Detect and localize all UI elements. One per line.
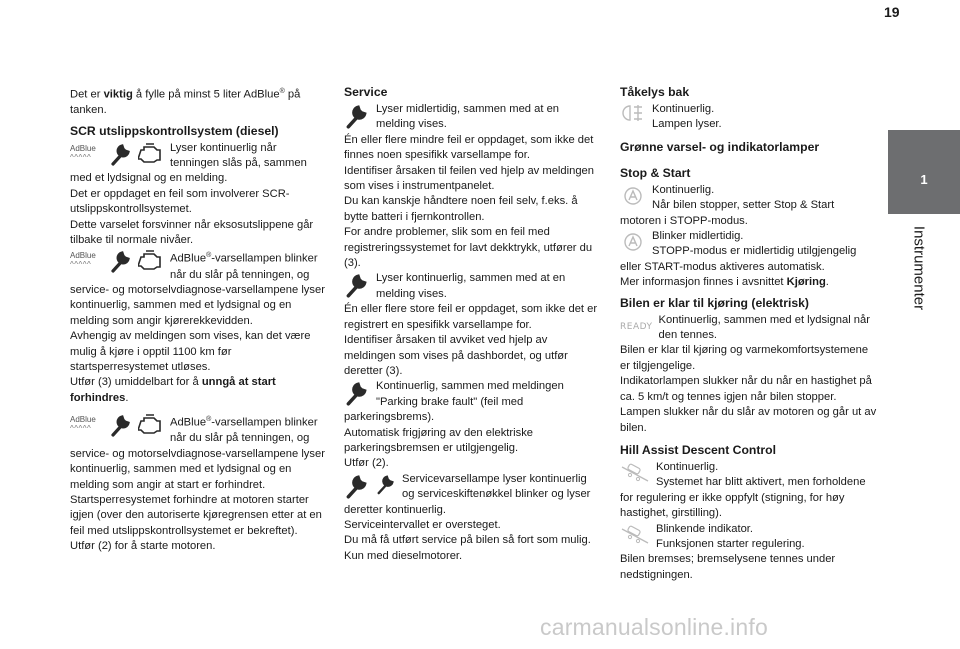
- service-heading: Service: [344, 85, 388, 99]
- hill-descent-icons-2: [620, 523, 650, 551]
- sup: ®: [206, 252, 212, 260]
- ready-text: Kontinuerlig, sammen med et lydsignal når den tennes. Bilen er klar til kjøring og varmekomfortsystemene er tilgjengelige. Indikatorlampen slukker når du når en hastighet på ca. 5 km/t og tennes igjen når bilen stopper. Lampen slukker når du slår av motoren og går ut av bilen.: [620, 313, 877, 434]
- hill-descent-icon: [620, 523, 650, 545]
- service-indicator-1: [344, 102, 600, 271]
- stop-start-text-2: [620, 229, 878, 291]
- chapter-number: 1: [920, 172, 928, 187]
- wrench-icon: [344, 473, 370, 499]
- stop-start-icons-2: [620, 230, 646, 258]
- scr-indicator-3: [70, 412, 328, 554]
- rear-fog-indicator: [620, 102, 878, 133]
- hill-descent-text-2: Blinkende indikator. Funksjonen starter regulering. Bilen bremses; bremselysene tennes under nedstigningen.: [620, 522, 836, 581]
- wrench-icon: [110, 413, 132, 437]
- stop-start-icon: [620, 184, 646, 208]
- service-icons-2: [344, 272, 370, 300]
- hill-descent-text-1: Kontinuerlig. Systemet har blitt aktivert, men forholdene for regulering er ikke oppfylt (stigning, for høy hastighet, girstilling).: [620, 460, 866, 520]
- wrench-icon: [110, 249, 132, 273]
- service-text-4: Servicevarsellampe lyser kontinuerlig og serviceskiftenøkkel blinker og lyser deretter kontinuerlig. Serviceintervallet er oversteget. Du må få utført service på bilen så fort som mulig. Kun med dieselmotorer.: [344, 472, 591, 562]
- text-part: AdBlue: [170, 253, 207, 266]
- intro-sup: ®: [279, 88, 285, 95]
- text-end: .: [125, 391, 129, 404]
- intro-text-3: på tanken.: [70, 88, 301, 117]
- ready-icons: [620, 314, 653, 342]
- chapter-title-text: Instrumenter: [910, 225, 928, 311]
- wrench-icon: [110, 142, 132, 166]
- scr-indicator-2: [70, 248, 328, 406]
- column-1: [70, 84, 328, 555]
- rear-fog-icons: [620, 103, 646, 131]
- sup: ®: [206, 416, 212, 424]
- hill-descent-indicator-1: [620, 460, 878, 522]
- service-indicator-4: [344, 472, 600, 564]
- wrench-icon: [344, 103, 370, 129]
- service-text-1: Lyser midlertidig, sammen med at en melding vises. Én eller flere mindre feil er oppdaget, som ikke det finnes noen spesifikk varsellampe for. Identifiser årsaken til feilen ved hjelp av meldingen som vises i instrumentpanelet. Du kan kanskje håndtere noen feil selv, f.eks. å bytte batteri i fjernkontrollen. For andre problemer, slik som en feil med registreringssystemet for lavt dekktrykk, utfører du (3).: [344, 103, 594, 270]
- scr-icons-2: [70, 249, 164, 277]
- column-2: [344, 84, 600, 564]
- stop-start-icon: [620, 230, 646, 254]
- engine-icon: [138, 142, 164, 164]
- stop-start-icons-1: [620, 184, 646, 212]
- service-indicator-2: [344, 271, 600, 379]
- ready-indicator: [620, 313, 878, 436]
- page-number: 19: [884, 4, 900, 20]
- scr-indicator-1: [70, 141, 328, 249]
- adblue-label: AdBlue: [70, 143, 96, 153]
- hill-descent-icon: [620, 461, 650, 483]
- green-lamps-heading: Grønne varsel- og indikatorlamper: [620, 139, 820, 154]
- adblue-icon: AdBlue ^^^^^: [70, 143, 96, 162]
- adblue-label: AdBlue: [70, 251, 96, 261]
- adblue-icon: AdBlue ^^^^^: [70, 251, 96, 270]
- intro-bold: viktig: [103, 88, 133, 101]
- stop-start-indicator-2: [620, 229, 878, 291]
- intro-text-2: å fylle på minst 5 liter AdBlue: [132, 88, 280, 101]
- engine-icon: [138, 413, 164, 435]
- watermark: carmanualsonline.info: [540, 614, 768, 640]
- column-3: [620, 84, 878, 583]
- stop-start-indicator-1: [620, 183, 878, 229]
- hill-descent-heading: Hill Assist Descent Control: [620, 442, 776, 457]
- wrench-icon: [344, 380, 370, 406]
- scr-heading: SCR utslippskontrollsystem (diesel): [70, 123, 279, 138]
- adblue-label: AdBlue: [70, 415, 96, 425]
- service-icons-3: [344, 380, 370, 408]
- hill-descent-indicator-2: [620, 522, 878, 584]
- rear-fog-heading: Tåkelys bak: [620, 85, 690, 99]
- service-icons-1: [344, 103, 370, 131]
- bold-text: unngå at start forhindres: [70, 376, 276, 404]
- engine-icon: [138, 249, 164, 271]
- hill-descent-icons-1: [620, 461, 650, 489]
- wrench-icon: [344, 272, 370, 298]
- intro-text-1: Det er: [70, 88, 104, 101]
- ready-heading: Bilen er klar til kjøring (elektrisk): [620, 295, 809, 310]
- ready-icon: READY: [620, 321, 653, 332]
- service-text-3: Kontinuerlig, sammen med meldingen "Parking brake fault" (feil med parkeringsbrems). Automatisk frigjøring av den elektriske parkeringsbremsen er utilgjengelig. Utfør (2).: [344, 380, 564, 470]
- text-part: -varsellampen blinker når du slår på tenningen, og service- og motorselvdiagnose-varsellampene lyser kontinuerlig, sammen med et lydsignal og en melding som angir at start er forhindret. Startsperresystemet forhindre at motoren starter igjen (over den autoriserte kjøregrensen etter at en feil med utslippskontrollsystemet er bekreftet). Utfør (2) for å starte motoren.: [70, 416, 325, 553]
- text-end: .: [825, 276, 829, 289]
- rear-fog-text: Kontinuerlig. Lampen lyser.: [652, 103, 722, 131]
- chapter-tab[interactable]: [888, 130, 960, 214]
- stop-start-heading: Stop & Start: [620, 165, 691, 180]
- service-indicator-3: [344, 379, 600, 471]
- text-part: AdBlue: [170, 416, 207, 429]
- scr-icons-1: [70, 142, 164, 170]
- adblue-icon: AdBlue ^^^^^: [70, 415, 96, 434]
- stop-start-text-1: Kontinuerlig. Når bilen stopper, setter Stop & Start motoren i STOPP-modus.: [620, 183, 835, 227]
- service-icons-4: [344, 473, 396, 501]
- adblue-intro: [70, 84, 328, 119]
- rear-fog-lamp-icon: [620, 103, 646, 123]
- scr-icons-3: [70, 413, 164, 441]
- scr-text-1: Lyser kontinuerlig når tenningen slås på, sammen med et lydsignal og en melding. Det er oppdaget en feil som involverer SCR-utslippskontrollsystemet. Dette varselet forsvinner når eksosutslippene går tilbake til normale nivåer.: [70, 141, 314, 246]
- text-part: Blinker midlertidig. STOPP-modus er midlertidig utilgjengelig eller START-modus aktiveres automatisk. Mer informasjon finnes i avsnittet: [620, 230, 857, 289]
- small-wrench-icon: [376, 473, 396, 495]
- chapter-title: [906, 218, 932, 318]
- kjoring-link: Kjøring: [786, 276, 826, 289]
- service-text-2: Lyser kontinuerlig, sammen med at en melding vises. Én eller flere store feil er oppdaget, som ikke det er registrert en spesifikk varsellampe for. Identifiser årsaken til avviket ved hjelp av meldingen som vises på dashbordet, og utfør deretter (3).: [344, 272, 598, 377]
- text-part: -varsellampen blinker når du slår på tenningen, og service- og motorselvdiagnose-varsellampene lyser kontinuerlig, sammen med et lydsignal og en melding som angir kjørerekkevidden. Avhengig av meldingen som vises, kan det være mulig å kjøre i opptil 1100 km før startsperresystemet utløses. Utfør (3) umiddelbart for å: [70, 253, 325, 389]
